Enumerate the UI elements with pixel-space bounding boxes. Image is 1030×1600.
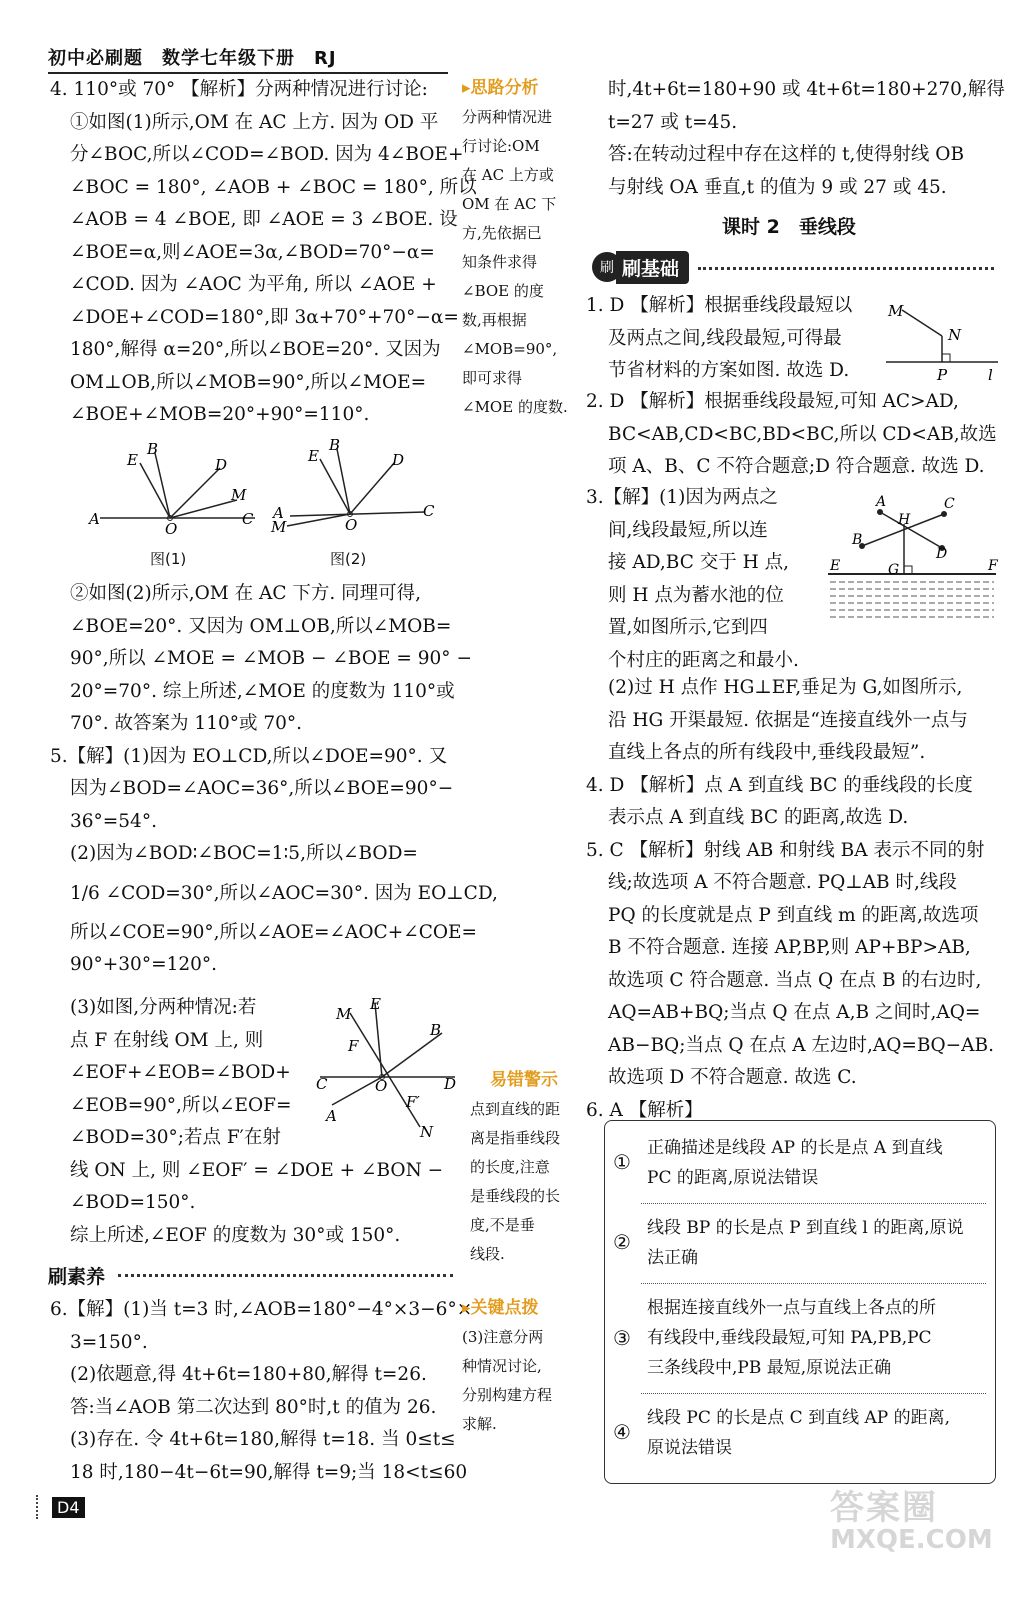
label-A: A — [273, 504, 284, 522]
text-line: 点 F 在射线 OM 上, 则 — [70, 1029, 264, 1051]
text-line: ∠EOF+∠EOB=∠BOD+ — [70, 1062, 291, 1083]
text-line: AB−BQ;当点 Q 在点 A 左边时,AQ=BQ−AB. — [608, 1034, 995, 1056]
row-number: ④ — [613, 1420, 631, 1444]
label-F-prime: F′ — [406, 1093, 420, 1111]
text-line: 90°,所以 ∠MOE = ∠MOB − ∠BOE = 90° − — [70, 648, 472, 669]
text-line: 线;故选项 A 不符合题意. PQ⊥AB 时,线段 — [608, 872, 957, 893]
row-text: 三条线段中,PB 最短,原说法正确 — [647, 1358, 892, 1378]
text-line: ∠DOE+∠COD=180°,即 3α+70°+70°−α= — [70, 306, 459, 328]
text-line: ∠BOE=α,则∠AOE=3α,∠BOD=70°−α= — [70, 241, 435, 263]
note-line: 方,先依据已 — [462, 224, 542, 242]
row-text: 有线段中,垂线段最短,可知 PA,PB,PC — [647, 1328, 932, 1348]
label-M: M — [888, 302, 904, 320]
row-text: 根据连接直线外一点与直线上各点的所 — [647, 1298, 936, 1318]
dotted-rule — [698, 267, 994, 270]
label-D: D — [215, 456, 228, 474]
label-M: M — [271, 518, 287, 536]
text-line: 70°. 故答案为 110°或 70°. — [70, 713, 303, 734]
note-line: ∠MOE 的度数. — [462, 398, 568, 416]
q1-block — [586, 290, 852, 388]
label-B: B — [852, 532, 863, 548]
q3-block — [586, 482, 799, 677]
row-number: ③ — [613, 1326, 631, 1350]
label-C: C — [423, 502, 435, 520]
q4-line: 4. 110°或 70° 【解析】分两种情况进行讨论: — [50, 79, 428, 100]
label-H: H — [898, 512, 911, 528]
reservoir-figure — [824, 494, 1004, 630]
left-block-4 — [50, 1294, 472, 1489]
text-line: 故选项 C 符合题意. 当点 Q 在点 B 的右边时, — [608, 969, 982, 991]
text-line: 项 A、B、C 不符合题意;D 符合题意. 故选 D. — [608, 456, 985, 477]
text-line: 沿 HG 开渠最短. 依据是“连接直线外一点与 — [608, 709, 968, 731]
text-line: ∠BOC = 180°, ∠AOB + ∠BOC = 180°, 所以 — [70, 176, 477, 198]
text-line: (2)依题意,得 4t+6t=180+80,解得 t=26. — [70, 1364, 427, 1385]
q2-block — [586, 386, 997, 484]
row-number: ② — [613, 1230, 631, 1254]
q3b-q6-block — [586, 672, 994, 1127]
angle-figures-1-2 — [85, 438, 445, 538]
label-B: B — [147, 440, 159, 458]
water-hatching — [830, 582, 994, 617]
label-N: N — [420, 1123, 434, 1141]
label-M: M — [231, 486, 247, 504]
text-line: 故选项 D 不符合题意. 故选 C. — [608, 1067, 857, 1088]
note-title: ▸思路分析 — [462, 78, 539, 98]
note-line: 分别构建方程 — [462, 1386, 553, 1404]
row-text: 法正确 — [647, 1248, 698, 1268]
text-line: 所以∠COE=90°,所以∠AOE=∠AOC+∠COE= — [70, 921, 478, 943]
text-line: BC<AB,CD<BC,BD<BC,所以 CD<AB,故选 — [608, 423, 997, 445]
label-E: E — [127, 451, 138, 469]
row-text: PC 的距离,原说法错误 — [647, 1168, 819, 1188]
text-line: 接 AD,BC 交于 H 点, — [608, 552, 790, 573]
text-line: 及两点之间,线段最短,可得最 — [608, 327, 842, 349]
text-line: PQ 的长度就是点 P 到直线 m 的距离,故选项 — [608, 904, 979, 926]
subsection-title: 刷素养 — [48, 1266, 106, 1288]
label-E: E — [830, 558, 841, 574]
text-line: ∠EOB=90°,所以∠EOF= — [70, 1094, 292, 1116]
brush-icon: 刷 — [592, 252, 622, 282]
dotted-rule — [118, 1274, 453, 1277]
note-line: 点到直线的距 — [470, 1100, 561, 1118]
row-divider — [641, 1283, 986, 1284]
label-M: M — [336, 1005, 352, 1023]
label-E: E — [370, 995, 381, 1013]
text-line: 答:在转动过程中存在这样的 t,使得射线 OB — [608, 144, 965, 165]
row-text: 原说法错误 — [647, 1438, 732, 1458]
q6-line: 6.【解】(1)当 t=3 时,∠AOB=180°−4°×3−6°× — [50, 1299, 473, 1320]
text-line: ①如图(1)所示,OM 在 AC 上方. 因为 OD 平 — [70, 111, 439, 133]
text-line: 1/6 ∠COD=30°,所以∠AOC=30°. 因为 EO⊥CD, — [70, 882, 498, 904]
page-tick — [36, 1495, 48, 1519]
label-D: D — [444, 1075, 457, 1093]
text-line: (2)因为∠BOD∶∠BOC=1∶5,所以∠BOD= — [70, 843, 418, 864]
label-B: B — [329, 438, 341, 454]
q2-line: 2. D 【解析】根据垂线段最短,可知 AC>AD, — [586, 391, 959, 412]
label-F: F — [348, 1037, 359, 1055]
label-O: O — [345, 516, 358, 534]
text-line: ∠BOD=150°. — [70, 1192, 196, 1213]
note-line: 度,不是垂 — [470, 1216, 535, 1234]
q5-line: 5.【解】(1)因为 EO⊥CD,所以∠DOE=90°. 又 — [50, 745, 448, 767]
note-line: 即可求得 — [462, 369, 523, 387]
figure-1 — [87, 440, 255, 538]
q4-line: 4. D 【解析】点 A 到直线 BC 的垂线段的长度 — [586, 774, 973, 796]
label-B: B — [430, 1021, 442, 1039]
note-line: 行讨论:OM — [462, 137, 540, 155]
label-E: E — [308, 447, 319, 465]
text-line: ∠BOE+∠MOB=20°+90°=110°. — [70, 404, 370, 425]
q3-line: 3.【解】(1)因为两点之 — [586, 487, 778, 508]
page-number: D4 — [52, 1497, 85, 1518]
text-line: OM⊥OB,所以∠MOB=90°,所以∠MOE= — [70, 371, 427, 393]
text-line: t=27 或 t=45. — [608, 111, 738, 133]
label-C: C — [944, 496, 955, 512]
badge-label: 刷基础 — [616, 251, 689, 284]
text-line: 分∠BOC,所以∠COD=∠BOD. 因为 4∠BOE+ — [70, 144, 464, 165]
note-line: 的长度,注意 — [470, 1158, 550, 1176]
text-line: 间,线段最短,所以连 — [608, 519, 768, 541]
text-line: 置,如图所示,它到四 — [608, 617, 768, 638]
row-text: 正确描述是线段 AP 的长是点 A 到直线 — [647, 1138, 943, 1158]
text-line: 18 时,180−4t−6t=90,解得 t=9;当 18<t≤60 — [70, 1461, 468, 1483]
shortest-path-figure — [882, 296, 1002, 384]
text-line: 36°=54°. — [70, 810, 157, 832]
text-line: ∠BOD=30°;若点 F′在射 — [70, 1127, 281, 1148]
text-line: ∠COD. 因为 ∠AOC 为平角, 所以 ∠AOE + — [70, 274, 437, 295]
q6-line: 6. A 【解析】 — [586, 1099, 703, 1121]
page-header: 初中必刷题 数学七年级下册 RJ — [48, 48, 337, 69]
label-C: C — [242, 510, 254, 528]
label-A: A — [89, 510, 100, 528]
text-line: 线 ON 上, 则 ∠EOF′ = ∠DOE + ∠BON − — [70, 1159, 444, 1181]
q1-line: 1. D 【解析】根据垂线段最短以 — [586, 295, 853, 316]
note-line: 种情况讨论, — [462, 1357, 542, 1375]
left-block-2 — [50, 578, 498, 982]
label-O: O — [375, 1077, 388, 1095]
text-line: 3=150°. — [70, 1331, 148, 1353]
note-line: OM 在 AC 下 — [462, 195, 557, 213]
text-line: ∠AOB = 4 ∠BOE, 即 ∠AOE = 3 ∠BOE. 设 — [70, 209, 458, 230]
text-line: 90°+30°=120°. — [70, 954, 218, 975]
lesson-title: 课时 2 垂线段 — [722, 216, 856, 238]
label-l: l — [988, 366, 993, 384]
row-text: 线段 PC 的长是点 C 到直线 AP 的距离, — [647, 1408, 950, 1428]
text-line: B 不符合题意. 连接 AP,BP,则 AP+BP>AB, — [608, 937, 971, 958]
q5-line: 5. C 【解析】射线 AB 和射线 BA 表示不同的射 — [586, 839, 985, 861]
label-A: A — [876, 494, 887, 510]
text-line: 时,4t+6t=180+90 或 4t+6t=180+270,解得 — [608, 79, 1005, 100]
side-note-3 — [462, 1294, 552, 1439]
note-line: 数,再根据 — [462, 311, 527, 329]
text-line: (3)存在. 令 4t+6t=180,解得 t=18. 当 0≤t≤ — [70, 1429, 456, 1450]
text-line: 表示点 A 到直线 BC 的距离,故选 D. — [608, 807, 909, 828]
text-line: 节省材料的方案如图. 故选 D. — [608, 360, 850, 381]
label-F: F — [988, 558, 998, 574]
text-line: 个村庄的距离之和最小. — [608, 649, 799, 671]
text-line: 20°=70°. 综上所述,∠MOE 的度数为 110°或 — [70, 680, 455, 702]
note-line: ∠MOB=90°, — [462, 340, 558, 358]
note-line: 在 AC 上方或 — [462, 166, 554, 184]
right-block-1 — [608, 74, 1005, 204]
label-G: G — [888, 562, 900, 578]
side-note-2 — [470, 1066, 560, 1269]
label-C: C — [316, 1075, 328, 1093]
text-line: 180°,解得 α=20°,所以∠BOE=20°. 又因为 — [70, 339, 441, 360]
text-line: (3)如图,分两种情况:若 — [70, 997, 257, 1018]
row-divider — [641, 1393, 986, 1394]
row-number: ① — [613, 1150, 631, 1174]
note-line: 求解. — [462, 1415, 497, 1433]
side-note-1 — [462, 74, 568, 422]
text-line: AQ=AB+BQ;当点 Q 在点 A,B 之间时,AQ= — [608, 1002, 981, 1023]
text-line: 直线上各点的所有线段中,垂线段最短”. — [608, 742, 926, 763]
note-line: 知条件求得 — [462, 253, 538, 271]
text-line: 综上所述,∠EOF 的度数为 30°或 150°. — [70, 1224, 401, 1246]
text-line: 因为∠BOD=∠AOC=36°,所以∠BOE=90°− — [70, 778, 454, 799]
text-line: (2)过 H 点作 HG⊥EF,垂足为 G,如图所示, — [608, 677, 963, 698]
text-line: ∠BOE=20°. 又因为 OM⊥OB,所以∠MOB= — [70, 615, 452, 637]
label-A: A — [326, 1107, 337, 1125]
label-D: D — [392, 451, 405, 469]
figure-2-caption: 图(2) — [330, 550, 367, 568]
analysis-table — [604, 1120, 996, 1484]
note-line: ∠BOE 的度 — [462, 282, 544, 300]
note-line: 分两种情况进 — [462, 108, 553, 126]
label-O: O — [165, 520, 178, 538]
note-title: ▸关键点拨 — [462, 1298, 539, 1318]
note-line: 离是指垂线段 — [470, 1129, 561, 1147]
note-line: 线段. — [470, 1245, 505, 1263]
left-block-1 — [50, 74, 477, 432]
label-N: N — [948, 326, 962, 344]
label-P: P — [937, 366, 948, 384]
label-D: D — [936, 546, 948, 562]
figure-2 — [270, 438, 435, 536]
text-line: 答:当∠AOB 第二次达到 80°时,t 的值为 26. — [70, 1396, 437, 1418]
note-line: 是垂线段的长 — [470, 1187, 561, 1205]
note-line: (3)注意分两 — [462, 1328, 544, 1346]
angle-figure-3 — [310, 995, 465, 1145]
text-line: ②如图(2)所示,OM 在 AC 下方. 同理可得, — [70, 583, 421, 604]
figure-1-caption: 图(1) — [150, 550, 187, 568]
text-line: 与射线 OA 垂直,t 的值为 9 或 27 或 45. — [608, 176, 947, 198]
note-title: 易错警示 — [490, 1070, 558, 1090]
watermark: 答案圈 MXQE.COM — [830, 1488, 993, 1555]
row-divider — [641, 1203, 986, 1204]
text-line: 则 H 点为蓄水池的位 — [608, 584, 784, 606]
section-badge — [592, 250, 689, 284]
row-text: 线段 BP 的长是点 P 到直线 l 的距离,原说 — [647, 1218, 964, 1238]
